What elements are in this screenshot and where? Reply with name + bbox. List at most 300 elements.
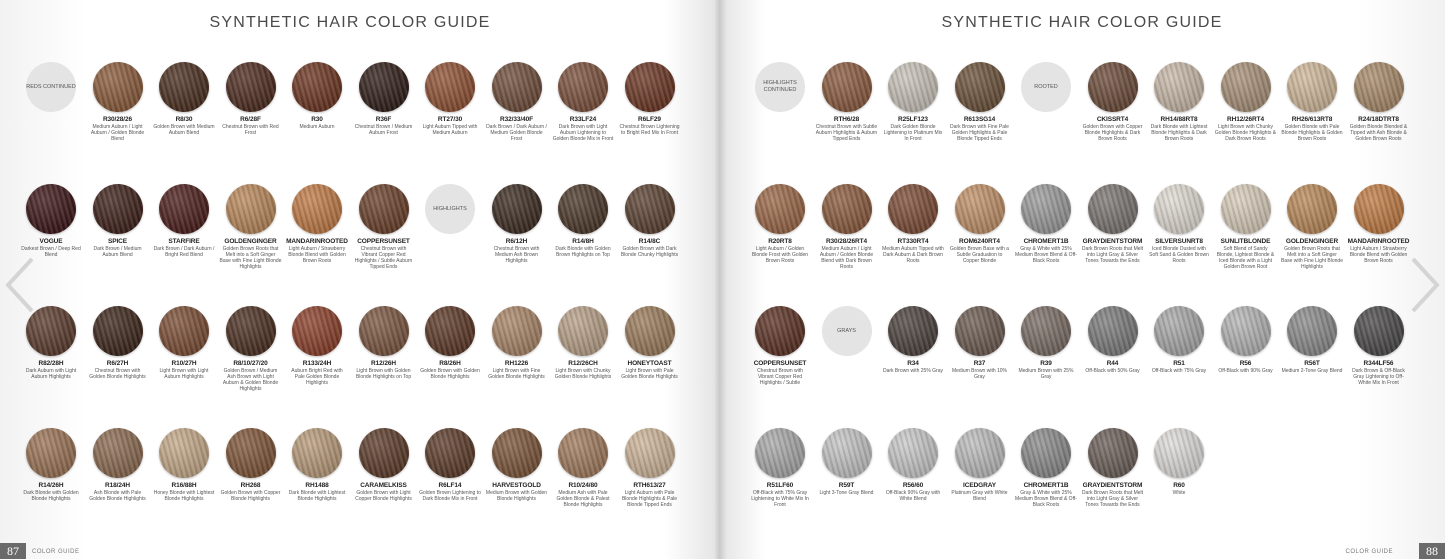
swatch-code: R32/33/40F	[500, 116, 533, 123]
swatch-description: Medium Brown with 25% Gray	[1018, 368, 1074, 380]
swatch-circle	[1154, 184, 1204, 234]
section-label-badge: HIGHLIGHTS	[425, 184, 475, 234]
swatch-circle	[93, 428, 143, 478]
swatch-description: Dark Brown with Light Auburn Lightening to Golden Blonde Mix in Front	[552, 124, 614, 142]
color-swatch	[284, 306, 350, 386]
swatch-circle	[1221, 62, 1271, 112]
swatch-description: Light Brown with Chunky Golden Blonde Highlights	[554, 368, 612, 380]
swatch-description: Light Auburn / Golden Blonde Frost with Golden Brown Roots	[751, 246, 809, 264]
swatch-circle	[955, 184, 1005, 234]
color-swatch	[1346, 306, 1412, 386]
swatch-code: R36F	[375, 116, 392, 123]
swatch-description: Iced Blonde Dusted with Soft Sand & Golden Brown Roots	[1149, 246, 1209, 264]
footer-label: COLOR GUIDE	[32, 549, 80, 555]
swatch-circle	[292, 62, 342, 112]
color-swatch	[947, 306, 1013, 380]
swatch-description: Light Auburn with Pale Blonde Highlights & Pale Blonde Tipped Ends	[621, 490, 678, 508]
color-swatch	[85, 184, 151, 258]
swatch-code: MANDARINROOTED	[286, 238, 348, 245]
swatch-circle	[26, 184, 76, 234]
color-swatch	[151, 306, 217, 380]
swatch-description: Medium Auburn / Light Auburn / Golden Blonde Blend with Dark Brown Roots	[819, 246, 874, 270]
color-swatch	[484, 306, 550, 380]
page-title: SYNTHETIC HAIR COLOR GUIDE	[209, 14, 491, 31]
swatch-circle	[292, 306, 342, 356]
section-label-badge: HIGHLIGHTS CONTINUED	[755, 62, 805, 112]
color-swatch	[747, 184, 813, 264]
color-swatch	[814, 428, 880, 496]
swatch-code: R51	[1173, 360, 1185, 367]
color-swatch	[550, 184, 616, 258]
swatch-description: Off-Black with 90% Gray	[1218, 368, 1273, 374]
swatch-description: Off-Black with 75% Gray Lightening to White Mix In Front	[751, 490, 809, 508]
swatch-description: Golden Blonde Blended & Tipped with Ash Blonde & Golden Brown Roots	[1349, 124, 1408, 142]
swatch-circle	[1221, 184, 1271, 234]
swatch-code: HARVESTGOLD	[492, 482, 541, 489]
color-swatch	[947, 62, 1013, 142]
swatch-description: Dark Brown Roots that Melt into Light Gray & Silver Tones Towards the Ends	[1081, 490, 1144, 508]
swatch-code: R82/28H	[38, 360, 64, 367]
color-swatch	[151, 62, 217, 136]
swatch-description: Medium Ash with Pale Golden Blonde & Palest Blonde Highlights	[556, 490, 610, 508]
swatch-description: Medium Brown with Golden Blonde Highlights	[485, 490, 548, 502]
swatch-description: Dark Brown with Fine Pale Golden Highlights & Pale Blonde Tipped Ends	[950, 124, 1009, 142]
color-swatch	[1013, 184, 1079, 264]
swatch-circle	[558, 428, 608, 478]
swatch-description: Golden Brown Roots that Melt into a Soft Ginger Base with Fine Light Blonde Highlights	[1281, 246, 1343, 270]
color-swatch	[1279, 184, 1345, 270]
swatch-circle	[492, 306, 542, 356]
color-swatch	[1279, 62, 1345, 142]
swatch-circle	[955, 306, 1005, 356]
swatch-code: R39	[1040, 360, 1052, 367]
swatch-code: CKISSRT4	[1096, 116, 1129, 123]
swatch-circle	[26, 428, 76, 478]
swatch-description: Off-Black with 75% Gray	[1151, 368, 1207, 374]
swatch-code: R6LF29	[638, 116, 661, 123]
swatch-description: Golden Brown with Dark Blonde Chunky Highlights	[620, 246, 679, 258]
color-swatch	[1279, 306, 1345, 374]
swatch-description: Soft Blend of Sandy Blonde, Lightest Blonde & Iced Blonde with a Light Golden Brown Root	[1216, 246, 1275, 270]
swatch-circle	[1287, 184, 1337, 234]
swatch-code: VOGUE	[39, 238, 63, 245]
left-page	[0, 0, 720, 559]
swatch-circle	[292, 428, 342, 478]
swatch-circle	[226, 428, 276, 478]
swatch-description: Off-Black with 50% Gray	[1085, 368, 1140, 374]
chevron-left-icon[interactable]	[2, 255, 38, 315]
color-swatch	[1213, 184, 1279, 270]
color-swatch	[484, 62, 550, 142]
swatch-description: Dark Blonde with Lightest Blonde Highlights & Dark Brown Roots	[1150, 124, 1208, 142]
swatch-circle	[1221, 306, 1271, 356]
swatch-description: Light Auburn / Strawberry Blonde Blend with Golden Brown Roots	[288, 246, 346, 264]
right-page	[725, 0, 1445, 559]
color-swatch	[151, 428, 217, 502]
swatch-circle	[822, 428, 872, 478]
swatch-description: Chestnut Brown with Medium Ash Brown Highlights	[493, 246, 540, 264]
swatch-description: Dark Brown / Dark Auburn / Bright Red Blend	[153, 246, 215, 258]
swatch-code: R133/24H	[302, 360, 332, 367]
swatch-code: R10/24/80	[568, 482, 598, 489]
swatch-circle	[1021, 306, 1071, 356]
swatch-description: Gray & White with 25% Medium Brown Blend & Off-Black Roots	[1015, 490, 1077, 508]
swatch-code: CHROMERT1B	[1023, 482, 1069, 489]
color-swatch	[18, 428, 84, 502]
swatch-description: Golden Brown Base with a Subtle Graduation to Copper Blonde	[950, 246, 1009, 264]
swatch-code: GRAYDIENTSTORM	[1082, 238, 1143, 245]
swatch-code: RH26/613RT8	[1291, 116, 1333, 123]
swatch-circle	[1088, 306, 1138, 356]
swatch-description: Golden Brown Lightening to Dark Blonde Mix in Front	[419, 490, 481, 502]
swatch-description: Chestnut Brown Lightening to Bright Red Mix In Front	[619, 124, 680, 136]
swatch-description: Dark Auburn with Light Auburn Highlights	[25, 368, 77, 380]
swatch-code: CHROMERT1B	[1023, 238, 1069, 245]
swatch-code: R6LF14	[438, 482, 462, 489]
swatch-circle	[1287, 62, 1337, 112]
color-swatch	[947, 184, 1013, 264]
swatch-circle	[1354, 306, 1404, 356]
swatch-code: R6/28F	[240, 116, 261, 123]
swatch-circle	[955, 62, 1005, 112]
swatch-code: SUNLITBLONDE	[1220, 238, 1271, 245]
swatch-circle	[822, 184, 872, 234]
swatch-circle	[359, 428, 409, 478]
swatch-circle	[625, 184, 675, 234]
swatch-description: Dark Brown Roots that Melt into Light Gray & Silver Tones Towards the Ends	[1081, 246, 1144, 264]
swatch-circle	[1088, 184, 1138, 234]
swatch-circle	[1021, 184, 1071, 234]
color-swatch	[880, 184, 946, 264]
swatch-circle	[1354, 184, 1404, 234]
swatch-code: R44	[1106, 360, 1119, 367]
swatch-description: Medium Auburn Tipped with Dark Auburn & Dark Brown Roots	[882, 246, 944, 264]
page-footer	[725, 543, 1445, 559]
section-label-badge: REDS CONTINUED	[26, 62, 76, 112]
swatch-code: ROM6240RT4	[959, 238, 1000, 245]
swatch-circle	[226, 62, 276, 112]
color-swatch	[1013, 428, 1079, 508]
swatch-circle	[93, 306, 143, 356]
swatch-code: R56T	[1304, 360, 1320, 367]
swatch-description: Light Auburn / Strawberry Blonde Blend with Golden Brown Roots	[1349, 246, 1408, 264]
swatch-circle	[755, 428, 805, 478]
color-swatch	[880, 428, 946, 502]
swatch-code: RH14/88RT8	[1160, 116, 1198, 123]
swatch-circle	[492, 62, 542, 112]
swatch-description: Off-Black 90% Gray with White Blend	[885, 490, 941, 502]
swatch-code: R34	[907, 360, 919, 367]
swatch-code: R20RT8	[768, 238, 792, 245]
swatch-code: RTH613/27	[633, 482, 666, 489]
swatch-description: Chestnut Brown with Golden Blonde Highlights	[89, 368, 146, 380]
section-label-badge: GRAYS	[822, 306, 872, 356]
swatch-code: GRAYDIENTSTORM	[1082, 482, 1143, 489]
swatch-code: SPICE	[107, 238, 127, 245]
swatch-circle	[625, 428, 675, 478]
swatch-description: Light Auburn Tipped with Medium Auburn	[422, 124, 478, 136]
swatch-code: R12/26CH	[568, 360, 598, 367]
swatch-code: R30	[311, 116, 323, 123]
swatch-circle	[755, 184, 805, 234]
swatch-code: R8/30	[175, 116, 193, 123]
swatch-code: R8/10/27/20	[233, 360, 268, 367]
swatch-circle	[93, 184, 143, 234]
swatch-code: RTH6/28	[833, 116, 860, 123]
swatch-description: Golden Brown with Copper Blonde Highlights	[220, 490, 281, 502]
color-swatch	[484, 428, 550, 502]
color-swatch	[1146, 428, 1212, 496]
color-swatch	[1146, 184, 1212, 264]
swatch-code: MANDARINROOTED	[1347, 238, 1410, 245]
color-swatch	[151, 184, 217, 258]
swatch-code: R33LF24	[569, 116, 597, 123]
swatch-circle	[888, 184, 938, 234]
color-swatch	[1213, 62, 1279, 142]
color-swatch	[351, 62, 417, 136]
swatch-description: Light Brown with Pale Golden Blonde Highlights	[621, 368, 678, 380]
swatch-circle	[159, 62, 209, 112]
swatch-code: R56	[1239, 360, 1252, 367]
swatch-circle	[558, 306, 608, 356]
swatch-code: R6/12H	[505, 238, 528, 245]
swatch-description: Chestnut Brown with Red Frost	[222, 124, 279, 136]
color-swatch	[417, 306, 483, 380]
color-swatch	[1080, 62, 1146, 142]
color-swatch	[417, 62, 483, 136]
swatch-code: R24/18DTRT8	[1358, 116, 1399, 123]
color-swatch	[1146, 62, 1212, 142]
color-swatch	[617, 428, 683, 508]
swatch-circle	[1287, 306, 1337, 356]
swatch-code: R6/27H	[106, 360, 129, 367]
swatch-circle	[625, 306, 675, 356]
swatch-circle	[888, 428, 938, 478]
color-swatch	[18, 306, 84, 380]
color-swatch	[1080, 184, 1146, 264]
color-swatch	[284, 428, 350, 502]
color-swatch	[351, 306, 417, 380]
swatch-circle	[625, 62, 675, 112]
color-swatch	[617, 184, 683, 258]
color-swatch	[85, 62, 151, 142]
swatch-code: RT330RT4	[897, 238, 929, 245]
swatch-description: Gray & White with 25% Medium Brown Blend & Off-Black Roots	[1015, 246, 1077, 264]
swatch-description: Medium Brown with 10% Gray	[951, 368, 1008, 380]
swatch-circle	[558, 62, 608, 112]
color-swatch	[550, 428, 616, 508]
swatch-circle	[159, 428, 209, 478]
color-swatch	[85, 306, 151, 380]
swatch-circle	[1154, 306, 1204, 356]
swatch-description: Golden Brown with Medium Auburn Blend	[153, 124, 215, 136]
swatch-description: Golden Brown / Medium Ash Brown with Light Auburn & Golden Blonde Highlights	[222, 368, 279, 392]
swatch-circle	[1154, 62, 1204, 112]
color-swatch	[1080, 428, 1146, 508]
color-swatch	[218, 306, 284, 392]
swatch-code: R8/26H	[439, 360, 461, 367]
color-swatch	[814, 62, 880, 142]
swatch-circle	[888, 62, 938, 112]
swatch-circle	[888, 306, 938, 356]
swatch-description: Golden Blonde with Pale Blonde Highlights & Golden Brown Roots	[1281, 124, 1343, 142]
swatch-code: R56/60	[902, 482, 924, 489]
swatch-circle	[425, 428, 475, 478]
swatch-description: Chestnut Brown with Vibrant Copper Red Highlights / Subtle Auburn Tipped Ends	[354, 246, 413, 270]
color-swatch	[880, 306, 946, 374]
swatch-description: Golden Brown Roots that Melt into a Soft Ginger Base with Fine Light Blonde Highlights	[219, 246, 282, 270]
swatch-circle	[558, 184, 608, 234]
swatch-code: R10/27H	[171, 360, 197, 367]
swatch-code: R613SG14	[963, 116, 996, 123]
swatch-code: R60	[1173, 482, 1185, 489]
swatch-description: Light Brown with Light Auburn Highlights	[159, 368, 209, 380]
color-swatch	[550, 306, 616, 380]
swatch-circle	[359, 62, 409, 112]
color-swatch	[284, 184, 350, 264]
swatch-description: Golden Brown with Copper Blonde Highlights & Dark Brown Roots	[1082, 124, 1143, 142]
swatch-code: R14/8C	[638, 238, 661, 245]
color-swatch	[351, 428, 417, 502]
swatch-code: R37	[973, 360, 986, 367]
swatch-code: R30/28/26RT4	[825, 238, 868, 245]
swatch-circle	[1088, 62, 1138, 112]
swatch-code: R25LF123	[898, 116, 928, 123]
swatch-description: Medium Auburn / Light Auburn / Golden Blonde Blend	[90, 124, 145, 142]
swatch-code: R14/26H	[38, 482, 64, 489]
color-swatch	[814, 184, 880, 270]
swatch-circle	[359, 184, 409, 234]
section-label	[747, 62, 813, 112]
swatch-code: COPPERSUNSET	[357, 238, 410, 245]
swatch-circle	[425, 306, 475, 356]
section-label	[417, 184, 483, 234]
swatch-description: Ash Blonde with Pale Golden Blonde Highlights	[89, 490, 146, 502]
color-swatch	[484, 184, 550, 264]
swatch-circle	[1088, 428, 1138, 478]
swatch-code: RH12/26RT4	[1227, 116, 1264, 123]
swatch-code: GOLDENGINGER	[224, 238, 277, 245]
color-swatch	[351, 184, 417, 270]
swatch-description: Chestnut Brown with Vibrant Copper Red Highlights / Subtle	[757, 368, 803, 386]
color-swatch	[550, 62, 616, 142]
swatch-description: Light Brown with Golden Blonde Highlights on Top	[355, 368, 412, 380]
swatch-circle	[93, 62, 143, 112]
swatch-code: R14/8H	[572, 238, 594, 245]
page-title: SYNTHETIC HAIR COLOR GUIDE	[941, 14, 1223, 31]
swatch-description: Golden Brown with Light Copper Blonde Highlights	[355, 490, 412, 502]
chevron-right-icon[interactable]	[1407, 255, 1443, 315]
swatch-code: CARAMELKISS	[360, 482, 407, 489]
color-swatch	[1146, 306, 1212, 374]
swatch-description: Platinum Gray with White Blend	[951, 490, 1008, 502]
swatch-circle	[226, 306, 276, 356]
section-label	[1013, 62, 1079, 112]
swatch-description: Dark Blonde with Golden Blonde Highlights	[23, 490, 79, 502]
swatch-description: Dark Brown with 25% Gray	[882, 368, 944, 374]
color-swatch	[218, 428, 284, 502]
color-swatch	[1346, 62, 1412, 142]
swatch-code: R12/26H	[371, 360, 396, 367]
swatch-code: R59T	[838, 482, 855, 489]
swatch-code: R344LF56	[1363, 360, 1394, 367]
swatch-circle	[359, 306, 409, 356]
swatch-description: Chestnut Brown with Subtle Auburn Highlights & Auburn Tipped Ends	[815, 124, 878, 142]
swatch-description: White	[1172, 490, 1186, 496]
swatch-description: Honey Blonde with Lightest Blonde Highlights	[153, 490, 215, 502]
color-swatch	[284, 62, 350, 130]
swatch-circle	[492, 428, 542, 478]
color-swatch	[85, 428, 151, 502]
color-swatch	[617, 306, 683, 380]
swatch-circle	[226, 184, 276, 234]
swatch-circle	[425, 62, 475, 112]
swatch-circle	[822, 62, 872, 112]
swatch-description: Dark Blonde with Lightest Blonde Highlights	[288, 490, 346, 502]
swatch-circle	[292, 184, 342, 234]
page-number: 87	[0, 543, 26, 559]
section-label	[814, 306, 880, 356]
swatch-description: Light 3-Tone Gray Blend	[819, 490, 874, 496]
color-swatch	[218, 184, 284, 270]
swatch-description: Dark Brown / Dark Auburn / Medium Golden Blonde Frost	[486, 124, 547, 142]
color-swatch	[1013, 306, 1079, 380]
swatch-code: COPPERSUNSET	[753, 360, 807, 367]
swatch-code: GOLDENGINGER	[1285, 238, 1339, 245]
swatch-description: Dark Brown & Off-Black Gray Lightening to Off-White Mix In Front	[1352, 368, 1405, 386]
color-swatch	[1080, 306, 1146, 374]
swatch-circle	[755, 306, 805, 356]
color-swatch	[880, 62, 946, 142]
color-swatch	[947, 428, 1013, 502]
swatch-code: ICEDGRAY	[963, 482, 996, 489]
swatch-code: R51LF60	[766, 482, 794, 489]
swatch-circle	[1154, 428, 1204, 478]
page-number: 88	[1419, 543, 1445, 559]
swatch-circle	[955, 428, 1005, 478]
color-swatch	[1346, 184, 1412, 264]
swatch-description: Dark Blonde with Golden Brown Highlights on Top	[555, 246, 611, 258]
swatch-description: Light Brown with Chunky Golden Blonde Highlights & Dark Brown Roots	[1214, 124, 1277, 142]
color-swatch	[747, 306, 813, 386]
swatch-code: RH268	[240, 482, 261, 489]
section-label-badge: ROOTED	[1021, 62, 1071, 112]
color-swatch	[18, 184, 84, 258]
swatch-description: Light Brown with Fine Golden Blonde Highlights	[488, 368, 545, 380]
swatch-code: RT27/30	[437, 116, 463, 123]
swatch-code: R16/88H	[171, 482, 197, 489]
swatch-code: RH1226	[504, 360, 529, 367]
section-label	[18, 62, 84, 112]
swatch-circle	[159, 184, 209, 234]
swatch-description: Auburn Bright Red with Pale Golden Blonde Highlights	[291, 368, 343, 386]
swatch-circle	[492, 184, 542, 234]
swatch-description: Dark Brown / Medium Auburn Blend	[93, 246, 142, 258]
color-swatch	[417, 428, 483, 502]
swatch-code: RH1488	[305, 482, 329, 489]
swatch-description: Golden Brown with Golden Blonde Highlights	[420, 368, 480, 380]
swatch-description: Medium Auburn	[299, 124, 335, 130]
swatch-code: HONEYTOAST	[627, 360, 672, 367]
swatch-description: Medium 2-Tone Gray Blend	[1281, 368, 1343, 374]
swatch-code: R18/24H	[105, 482, 130, 489]
swatch-circle	[159, 306, 209, 356]
swatch-description: Darkest Brown / Deep Red Blend	[21, 246, 81, 258]
color-swatch	[747, 428, 813, 508]
swatch-circle	[1021, 428, 1071, 478]
swatch-description: Chestnut Brown / Medium Auburn Frost	[354, 124, 413, 136]
color-swatch	[1213, 306, 1279, 374]
